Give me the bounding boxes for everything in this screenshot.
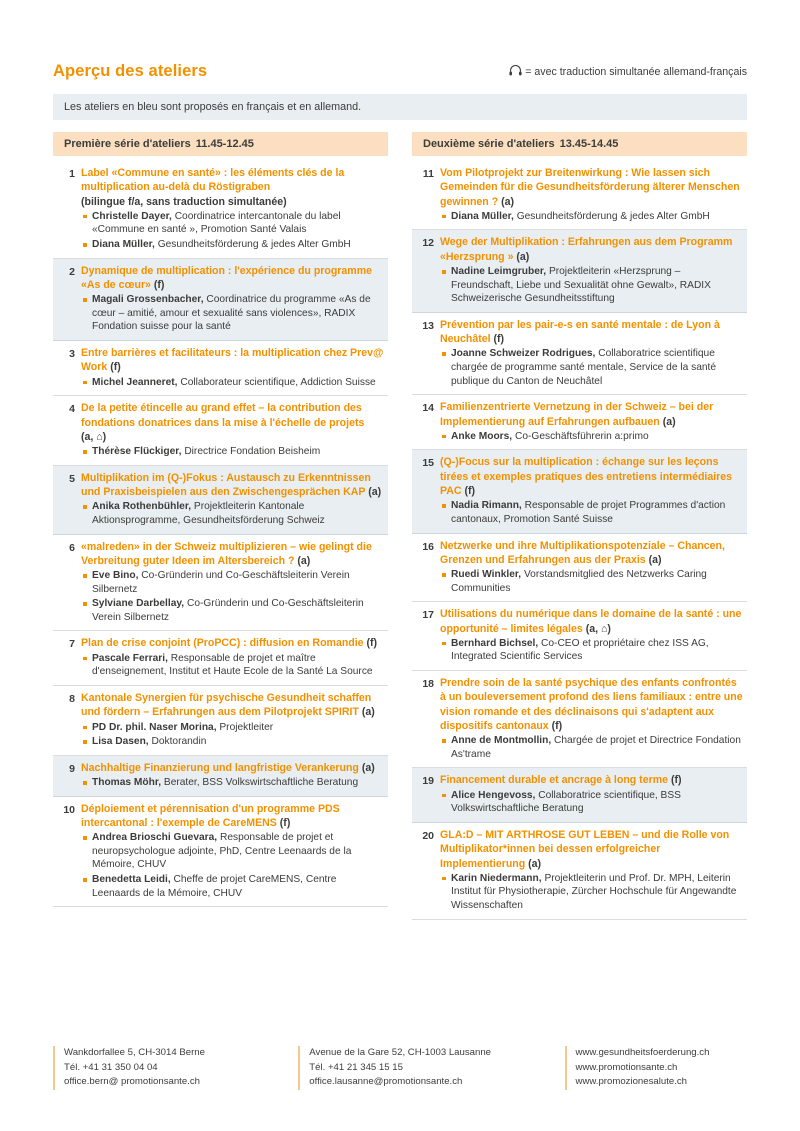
speaker-name: PD Dr. phil. Naser Morina, [92,721,217,733]
speaker-item [81,721,384,735]
speaker-name: Alice Hengevoss, [451,789,536,801]
footer-line: Wankdorfallee 5, CH-3014 Berne [64,1047,205,1058]
workshop-number: 8 [69,692,75,705]
speaker-item [81,776,384,790]
workshop-title [81,691,384,720]
speaker-list [440,265,743,306]
workshop-language-tag: (a) [528,857,542,870]
speaker-item [81,831,384,872]
speaker-role: Collaborateur scientifique, Addiction Suisse [180,376,376,388]
speaker-role: Co-Gründerin und Co-Geschäftsleiterin Verein Silbernetz [92,598,364,623]
speaker-list [81,776,384,790]
speaker-item [81,293,384,334]
workshop-item [412,161,747,230]
workshop-list-first [53,161,388,907]
workshop-item [412,671,747,768]
speaker-item [440,734,743,761]
workshop-body [81,802,384,901]
speaker-item [440,789,743,816]
workshop-title-text: Label «Commune en santé» : les éléments clés de la multiplication au-delà du Röstigraben [81,167,345,194]
column-header-first-label: Première série d'ateliers [64,138,191,150]
workshop-title-text: Déploiement et pérennisation d'un programme PDS intercantonal : l'exemple de CareMENS [81,802,340,829]
speaker-role: Chargée de projet et Directrice Fondation As'trame [451,735,741,760]
speaker-list [440,789,743,816]
speaker-name: Diana Müller, [92,239,155,251]
speaker-role: Responsable de projet Programmes d'action cantonaux, Promotion Santé Suisse [451,500,726,525]
footer-line: www.promozionesalute.ch [575,1076,687,1087]
workshop-title [440,400,743,429]
workshop-body [440,455,743,526]
speaker-name: Eve Bino, [92,570,139,582]
workshop-number: 5 [69,472,75,485]
workshop-title-text: «malreden» in der Schweiz multiplizieren – wie gelingt die Verbreitung guter Ideen im Altersbereich ? [81,540,372,567]
workshop-title-text: Netzwerke und ihre Multiplikationspotenziale – Chancen, Grenzen und Erfahrungen aus der Praxis [440,539,725,566]
speaker-item [81,735,384,749]
footer-line: Tél. +41 21 345 15 15 [309,1061,403,1073]
speaker-item [81,238,384,252]
speaker-item [81,873,384,900]
workshop-body [440,166,743,223]
workshop-body [81,761,384,790]
speaker-name: Sylviane Darbellay, [92,598,185,610]
workshop-title-text: Prévention par les pair-e-s en santé mentale : de Lyon à Neuchâtel [440,318,720,346]
workshop-number: 3 [69,348,75,361]
footer-line: Avenue de la Gare 52, CH-1003 Lausanne [309,1047,491,1058]
workshop-title [440,828,743,871]
speaker-list [81,376,384,390]
speaker-list [81,210,384,252]
speaker-item [440,430,743,444]
workshop-number: 1 [69,168,75,180]
speaker-role: Collaboratrice scientifique chargée de programme santé mentale, Service de la santé publique du Canton de Neuchâtel [451,348,717,387]
footer-line: office.lausanne@promotionsante.ch [309,1076,463,1087]
workshop-number: 9 [69,762,75,775]
workshop-title [440,607,743,636]
speaker-name: Thérèse Flückiger, [92,446,182,458]
workshop-number: 16 [422,540,434,553]
workshop-item [412,230,747,312]
speaker-name: Anke Moors, [451,430,513,442]
workshop-language-tag: (a) [368,486,382,499]
speaker-role: Collaboratrice scientifique, BSS Volkswirtschaftliche Beratung [451,789,681,815]
column-header-second-label: Deuxième série d'ateliers [423,138,555,150]
workshop-title-text: Multiplikation im (Q-)Fokus : Austausch zu Erkenntnissen und Praxisbeispielen aus den Zwischengesprächen KAP [81,471,371,499]
workshop-title-text: Dynamique de multiplication : l'expérience du programme «As de cœur» [81,264,373,291]
speaker-role: Cheffe de projet CareMENS, Centre Leenaards de la Mémoire, CHUV [92,874,337,899]
workshop-item [53,259,388,341]
speaker-name: Nadine Leimgruber, [451,266,547,278]
workshop-item [53,161,388,259]
workshop-language-tag: (f) [279,816,291,829]
workshop-language-tag: (f) [110,361,121,374]
workshop-number: 17 [422,609,434,622]
speaker-name: Christelle Dayer, [92,210,172,222]
workshop-item [412,768,747,822]
workshop-number: 15 [422,457,434,470]
workshop-body [440,607,743,664]
workshop-body [81,264,384,334]
speaker-name: Joanne Schweizer Rodrigues, [451,348,596,360]
workshop-columns [53,132,747,920]
speaker-name: Lisa Dasen, [92,736,149,748]
column-header-first-time: 11.45-12.45 [195,138,254,150]
speaker-role: Coordinatrice du programme «As de cœur – amitié, amour et sexualité sans violences», RADIX Fondation suisse pour la santé [92,294,371,333]
speaker-role: Berater, BSS Volkswirtschaftliche Beratung [163,777,359,789]
workshop-language-tag: (a) [501,195,515,208]
workshop-title-text: (Q-)Focus sur la multiplication : échange sur les leçons tirées et exemples pratiques des entretiens intermédiaires PAC [440,456,733,498]
speaker-list [81,831,384,900]
speaker-role: Responsable de projet et neuropsychologue adjointe, PhD, Centre Leenaards de la Mémoire, CHUV [92,832,352,871]
translation-legend [509,65,747,79]
workshop-number: 4 [69,403,75,416]
column-header-second [412,132,747,156]
column-header-second-time: 13.45-14.45 [559,138,619,150]
workshop-title [81,166,384,209]
workshop-title-text: Kantonale Synergien für psychische Gesundheit schaffen und fördern – Erfahrungen aus dem Pilotprojekt SPIRIT [81,691,372,719]
workshop-title [440,539,743,568]
bilingual-banner-text: Les ateliers en bleu sont proposés en français et en allemand. [64,101,362,113]
workshop-body [81,540,384,625]
bilingual-banner [53,94,747,120]
speaker-item [440,872,743,913]
workshop-body [81,636,384,678]
speaker-item [81,376,384,390]
speaker-item [440,637,743,664]
workshop-title [81,636,384,650]
workshop-number: 11 [422,168,434,180]
speaker-list [440,568,743,595]
workshop-item [412,313,747,395]
workshop-language-tag: (a) [662,415,676,428]
headphones-icon [509,65,522,79]
workshop-list-second [412,161,747,920]
workshop-body [81,401,384,458]
footer-line: office.bern@ promotionsante.ch [64,1076,200,1087]
speaker-role: Gesundheitsförderung & jedes Alter GmbH [516,210,710,222]
column-header-first [53,132,388,156]
workshop-body [440,539,743,596]
speaker-name: Andrea Brioschi Guevara, [92,832,218,844]
workshop-language-tag: (a) [297,554,311,567]
speaker-role: Projektleiterin Kantonale Aktionsprogramme, Gesundheitsförderung Schweiz [92,501,325,526]
speaker-list [81,652,384,679]
workshop-language-tag: (a) [516,250,530,263]
workshop-title-text: Entre barrières et facilitateurs : la multiplication chez Prev@ Work [81,347,384,374]
workshop-number: 10 [63,803,75,816]
workshop-title [440,676,743,733]
speaker-role: Co-Geschäftsführerin a:primo [514,430,649,442]
workshop-title [440,235,743,264]
workshop-column-first [53,132,388,920]
speaker-list [440,210,743,224]
workshop-subnote: (bilingue f/a, sans traduction simultanée) [81,195,287,208]
speaker-item [81,210,384,237]
speaker-role: Gesundheitsförderung & jedes Alter GmbH [157,239,351,251]
workshop-title [81,761,384,775]
workshop-body [81,166,384,252]
workshop-language-tag: (f) [551,719,563,732]
footer-line: www.gesundheitsfoerderung.ch [575,1047,710,1058]
workshop-item [412,534,747,603]
speaker-role: Projektleiterin «Herzsprung – Freundschaft, Liebe und Sexualität ohne Gewalt», RADIX Schweizerische Gesundheitsstiftung [451,266,711,305]
workshop-body [440,828,743,913]
speaker-item [81,652,384,679]
workshop-language-tag: (a, ⌂) [585,622,611,635]
speaker-name: Magali Grossenbacher, [92,294,204,306]
speaker-item [81,445,384,459]
workshop-number: 7 [69,638,75,651]
workshop-item [412,395,747,450]
workshop-language-tag: (a) [361,761,375,774]
workshop-body [81,471,384,528]
speaker-item [440,265,743,306]
workshop-title [81,802,384,831]
workshop-body [440,400,743,443]
workshop-title [81,471,384,500]
speaker-name: Anne de Montmollin, [451,735,552,747]
workshop-body [440,676,743,761]
speaker-list [440,734,743,761]
workshop-number: 19 [422,775,434,788]
workshop-title-text: Prendre soin de la santé psychique des enfants confrontés à un bouleversement profond des liens familiaux : entre une vision romande et des déclinaisons qui s'adaptent aux dispositifs cantonaux [440,677,743,732]
footer-contact-lausanne [298,1046,564,1090]
workshop-item [53,631,388,685]
speaker-name: Bernhard Bichsel, [451,637,539,649]
speaker-list [440,499,743,526]
speaker-role: Co-Gründerin und Co-Geschäftsleiterin Verein Silbernetz [92,570,350,595]
speaker-name: Thomas Möhr, [92,777,162,789]
workshop-item [53,686,388,756]
workshop-column-second [412,132,747,920]
workshop-item [53,341,388,396]
speaker-name: Nadia Rimann, [451,500,522,512]
workshop-number: 14 [422,402,434,415]
translation-legend-text: = avec traduction simultanée allemand-français [525,66,747,78]
workshop-item [412,602,747,671]
workshop-language-tag: (f) [464,485,476,498]
workshop-number: 2 [69,265,75,278]
workshop-title-text: Utilisations du numérique dans le domaine de la santé : une opportunité – limites légales [440,608,742,635]
workshop-item [412,450,747,533]
workshop-language-tag: (f) [493,333,505,346]
speaker-role: Responsable de projet et maître d'enseignement, Institut et Haute Ecole de la Santé La Source [92,652,373,678]
workshop-number: 6 [69,541,75,554]
speaker-list [440,637,743,664]
page-title: Aperçu des ateliers [53,62,208,80]
speaker-list [440,347,743,388]
speaker-role: Directrice Fondation Beisheim [184,446,321,458]
speaker-list [81,500,384,527]
speaker-role: Coordinatrice intercantonale du label «Commune en santé », Promotion Santé Valais [92,210,341,236]
workshop-body [440,235,743,305]
workshop-item [53,535,388,632]
speaker-role: Projektleiterin und Prof. Dr. MPH, Leiterin Institut für Physiotherapie, Zürcher Hochschule für Angewandte Wissenschaften [451,872,737,911]
workshop-title-text: Plan de crise conjoint (ProPCC) : diffusion en Romandie [81,637,364,650]
speaker-item [440,568,743,595]
speaker-name: Pascale Ferrari, [92,652,168,664]
workshop-title-text: Vom Pilotprojekt zur Breitenwirkung : Wie lassen sich Gemeinden für die Gesundheitsförderung älterer Menschen gewinnen ? [440,167,740,208]
speaker-name: Karin Niedermann, [451,872,542,884]
footer-websites [565,1046,747,1090]
workshop-title [81,540,384,569]
speaker-item [440,347,743,388]
workshop-title [81,346,384,375]
speaker-item [81,597,384,624]
workshop-item [412,823,747,920]
speaker-role: Doktorandin [151,736,207,748]
workshop-item [53,466,388,535]
footer-contact-bern [53,1046,298,1090]
workshop-language-tag: (f) [670,774,682,787]
speaker-role: Co-CEO et propriétaire chez ISS AG, Integrated Scientific Services [451,637,709,663]
speaker-name: Diana Müller, [451,210,514,222]
footer-line: www.promotionsante.ch [575,1061,678,1073]
workshop-item [53,396,388,465]
workshop-title-text: Wege der Multiplikation : Erfahrungen aus dem Programm «Herzsprung » [440,236,733,263]
workshop-title-text: Nachhaltige Finanzierung und langfristige Verankerung [81,761,359,774]
workshop-title-text: De la petite étincelle au grand effet – la contribution des fondations donatrices dans la mise à l'échelle de projets [81,402,365,429]
speaker-item [81,500,384,527]
workshop-title [81,264,384,293]
workshop-language-tag: (f) [153,278,165,291]
workshop-title [440,773,743,787]
speaker-name: Anika Rothenbühler, [92,501,192,513]
workshop-title-text: Familienzentrierte Vernetzung in der Schweiz – bei der Implementierung auf Erfahrungen aufbauen [440,401,714,428]
speaker-item [440,499,743,526]
workshop-title [440,166,743,209]
page-footer [53,1046,747,1090]
workshop-number: 12 [422,237,434,250]
speaker-list [440,872,743,913]
workshop-language-tag: (a, ⌂) [81,430,107,443]
workshop-body [440,318,743,388]
speaker-list [81,569,384,624]
speaker-role: Projektleiter [219,721,274,733]
page-header [53,62,747,81]
speaker-list [81,721,384,749]
speaker-list [440,430,743,444]
workshop-language-tag: (a) [361,706,375,719]
workshop-number: 18 [422,678,434,691]
workshop-title [440,455,743,498]
workshop-item [53,756,388,797]
workshop-body [81,691,384,749]
workshop-language-tag: (a) [648,553,662,566]
speaker-list [81,445,384,459]
workshop-number: 20 [422,829,434,842]
workshop-item [53,797,388,908]
workshop-body [440,773,743,815]
speaker-list [81,293,384,334]
workshop-title-text: Financement durable et ancrage à long terme [440,774,668,787]
workshop-body [81,346,384,389]
speaker-name: Benedetta Leidi, [92,874,171,885]
workshop-number: 13 [422,319,434,332]
speaker-name: Ruedi Winkler, [451,569,522,581]
speaker-role: Vorstandsmitglied des Netzwerks Caring Communities [451,569,707,594]
speaker-item [81,569,384,596]
workshop-title-text: GLA:D – MIT ARTHROSE GUT LEBEN – und die Rolle von Multiplikator*innen bei dessen erfolgreicher Implementierung [440,828,730,870]
workshop-language-tag: (f) [366,637,378,650]
footer-line: Tél. +41 31 350 04 04 [64,1061,158,1073]
speaker-item [440,210,743,224]
workshop-title [81,401,384,444]
workshop-title [440,318,743,347]
speaker-name: Michel Jeanneret, [92,376,178,388]
